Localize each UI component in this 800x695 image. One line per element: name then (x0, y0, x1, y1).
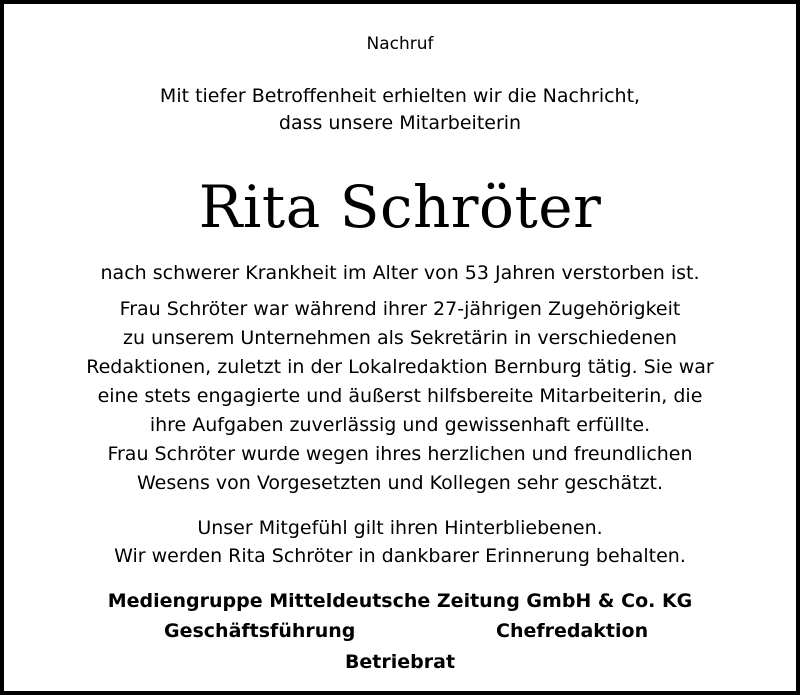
works-council-signature: Betriebrat (344, 651, 456, 673)
body-line-2: zu unserem Unternehmen als Sekretärin in verschiedenen (123, 327, 677, 349)
body-line-6: Frau Schröter wurde wegen ihres herzlichen und freundlichen (107, 443, 693, 465)
body-line-4: eine stets engagierte und äußerst hilfsbereite Mitarbeiterin, die (97, 385, 703, 407)
notice-content (8, 8, 792, 687)
body-line-3: Redaktionen, zuletzt in der Lokalredaktion Bernburg tätig. Sie war (86, 356, 714, 378)
body-line-5: ihre Aufgaben zuverlässig und gewissenhaft erfüllte. (149, 414, 651, 436)
intro-line-1: Mit tiefer Betroffenheit erhielten wir die Nachricht, (159, 85, 641, 107)
body-line-7: Wesens von Vorgesetzten und Kollegen sehr geschätzt. (136, 472, 664, 494)
editorial-signature: Chefredaktion (496, 620, 649, 642)
death-line: nach schwerer Krankheit im Alter von 53 Jahren verstorben ist. (100, 262, 700, 284)
deceased-name: Rita Schröter (198, 173, 602, 241)
management-signature: Geschäftsführung (164, 620, 356, 642)
closing-line-1: Unser Mitgefühl gilt ihren Hinterbliebenen. (197, 517, 603, 539)
signature-row (8, 622, 792, 646)
body-line-1: Frau Schröter war während ihrer 27-jährigen Zugehörigkeit (119, 298, 681, 320)
closing-line-2: Wir werden Rita Schröter in dankbarer Erinnerung behalten. (114, 545, 686, 567)
notice-heading: Nachruf (366, 34, 434, 54)
intro-line-2: dass unsere Mitarbeiterin (278, 112, 522, 134)
company-signature: Mediengruppe Mitteldeutsche Zeitung GmbH & Co. KG (107, 590, 693, 612)
